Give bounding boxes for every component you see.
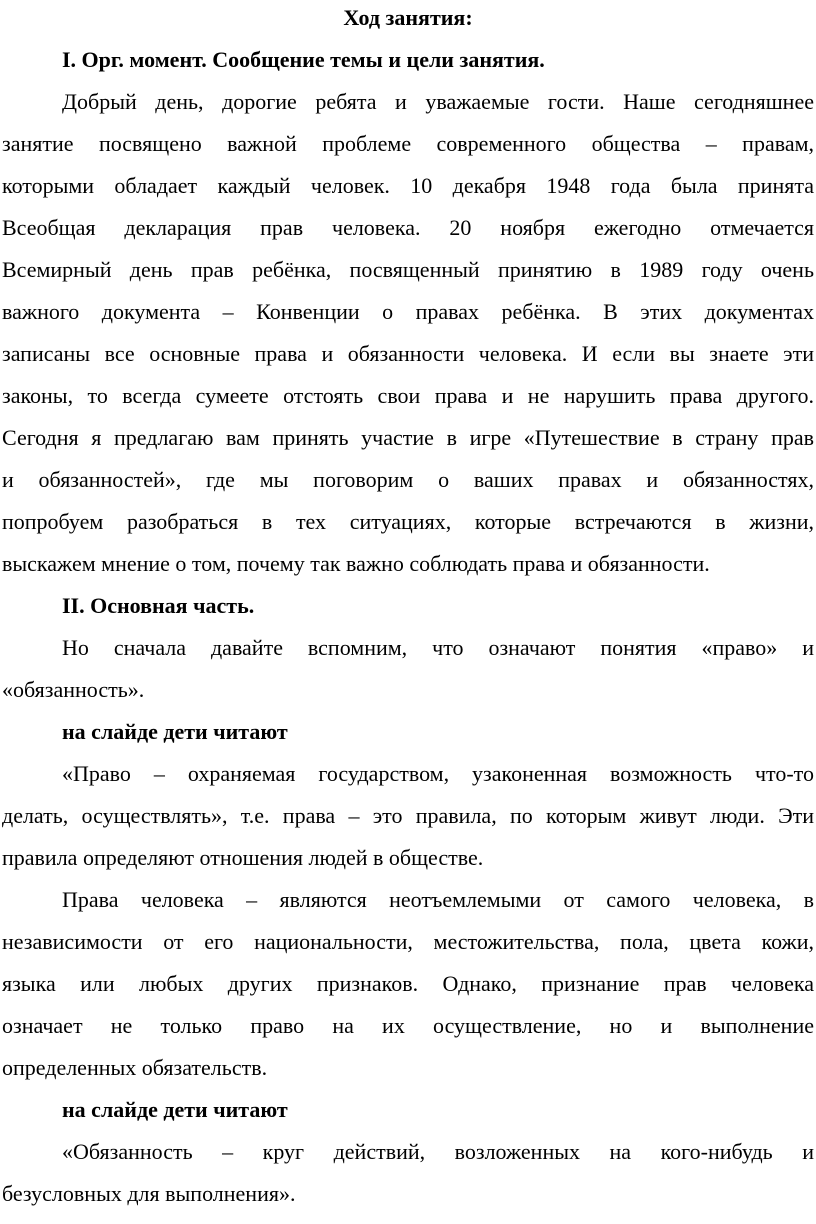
document-title: Ход занятия: — [343, 5, 473, 30]
paragraph-line: языка или любых других признаков. Однако, признание прав человека — [2, 971, 814, 996]
paragraph-line: важного документа – Конвенции о правах ребёнка. В этих документах — [2, 299, 814, 324]
section-heading-main-part: II. Основная часть. — [62, 593, 255, 618]
paragraph-line: безусловных для выполнения». — [2, 1181, 296, 1206]
paragraph-line: законы, то всегда сумеете отстоять свои права и не нарушить права другого. — [2, 383, 814, 408]
paragraph-line: которыми обладает каждый человек. 10 декабря 1948 года была принята — [2, 173, 814, 198]
paragraph-line: Сегодня я предлагаю вам принять участие в игре «Путешествие в страну прав — [2, 425, 814, 450]
paragraph-line: попробуем разобраться в тех ситуациях, которые встречаются в жизни, — [2, 509, 814, 534]
paragraph-line: означает не только право на их осуществление, но и выполнение — [2, 1013, 814, 1038]
paragraph-line: выскажем мнение о том, почему так важно соблюдать права и обязанности. — [2, 551, 710, 576]
paragraph-line: Права человека – являются неотъемлемыми от самого человека, в — [62, 887, 814, 912]
paragraph-line: и обязанностей», где мы поговорим о ваших правах и обязанностях, — [2, 467, 814, 492]
paragraph-line: «обязанность». — [2, 677, 145, 702]
paragraph-line: занятие посвящено важной проблеме современного общества – правам, — [2, 131, 814, 156]
paragraph-line: Но сначала давайте вспомним, что означают понятия «право» и — [62, 635, 814, 660]
paragraph-line: независимости от его национальности, местожительства, пола, цвета кожи, — [2, 929, 814, 954]
paragraph-line: правила определяют отношения людей в обществе. — [2, 845, 484, 870]
paragraph-line: Добрый день, дорогие ребята и уважаемые гости. Наше сегодняшнее — [62, 89, 814, 114]
slide-note: на слайде дети читают — [62, 1097, 288, 1122]
paragraph-line: Всемирный день прав ребёнка, посвященный принятию в 1989 году очень — [2, 257, 814, 282]
paragraph-line: «Право – охраняемая государством, узаконенная возможность что-то — [62, 761, 814, 786]
paragraph-line: записаны все основные права и обязанности человека. И если вы знаете эти — [2, 341, 814, 366]
paragraph-line: Всеобщая декларация прав человека. 20 ноября ежегодно отмечается — [2, 215, 814, 240]
paragraph-line: «Обязанность – круг действий, возложенных на кого-нибудь и — [62, 1139, 814, 1164]
slide-note: на слайде дети читают — [62, 719, 288, 744]
paragraph-line: определенных обязательств. — [2, 1055, 268, 1080]
paragraph-line: делать, осуществлять», т.е. права – это правила, по которым живут люди. Эти — [2, 803, 814, 828]
section-heading-org-moment: I. Орг. момент. Сообщение темы и цели занятия. — [62, 47, 545, 72]
